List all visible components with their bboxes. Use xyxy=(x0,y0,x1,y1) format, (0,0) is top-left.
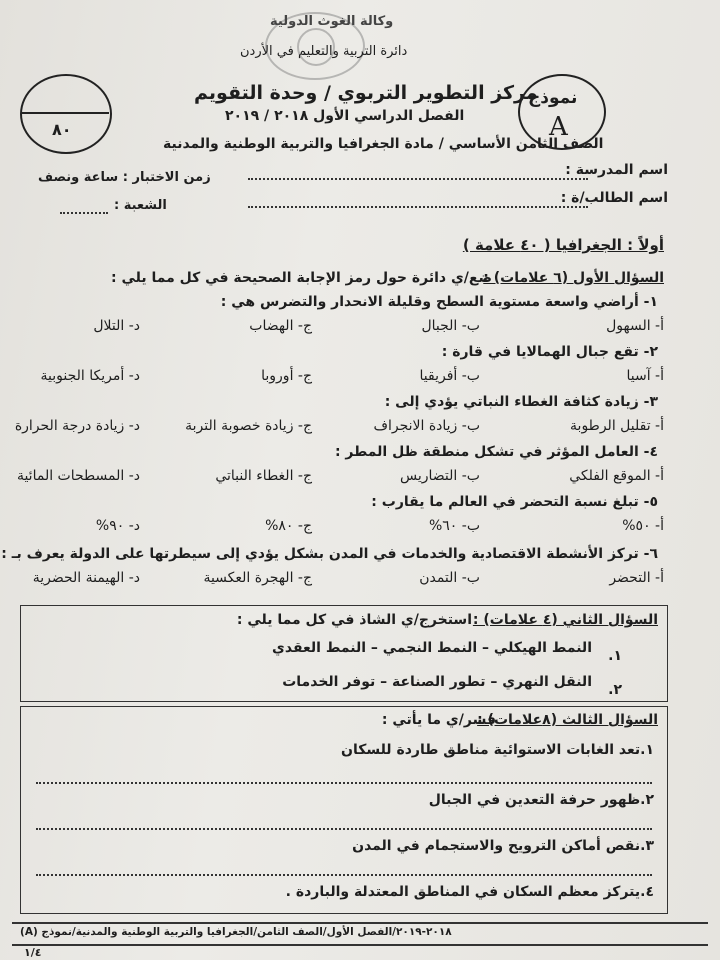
q1-item-1-option-c[interactable]: ج- الهضاب xyxy=(249,318,312,334)
q1-item-2-option-c[interactable]: ج- أوروبا xyxy=(261,368,312,384)
seal-text: وكالة الغوث الدولية xyxy=(270,14,394,29)
q1-item-6-option-a[interactable]: أ- التحضر xyxy=(609,570,664,586)
section-field[interactable] xyxy=(60,212,108,214)
q1-item-1-stem: ١- أراضي واسعة مستوية السطح وقليلة الانحدار والتضرس هي : xyxy=(220,294,658,310)
q1-item-2-options xyxy=(0,368,720,392)
q1-item-5-option-b[interactable]: ب- ٦٠% xyxy=(428,518,480,534)
q1-item-2-option-a[interactable]: أ- آسيا xyxy=(626,368,664,384)
q3-item-2: ٢.ظهور حرفة التعدين في الجبال xyxy=(428,792,654,808)
school-field[interactable] xyxy=(248,178,588,180)
school-label: اسم المدرسة : xyxy=(565,162,668,178)
q1-item-2-option-d[interactable]: د- أمريكا الجنوبية xyxy=(40,368,140,384)
q1-item-6-stem: ٦- تركز الأنشطة الاقتصادية والخدمات في المدن بشكل يؤدي إلى سيطرتها على الدولة يعرف بـ : xyxy=(1,546,658,562)
q1-item-4-stem: ٤- العامل المؤثر في تشكل منطقة ظل المطر : xyxy=(334,444,658,460)
q3-answer-1[interactable] xyxy=(36,782,652,784)
q2-label: السؤال الثاني (٤ علامات) : xyxy=(472,612,658,628)
q2-item-1: النمط الهيكلي – النمط النجمي – النمط العقدي xyxy=(272,640,592,656)
exam-time: زمن الاختبار : ساعة ونصف xyxy=(38,170,211,185)
q2-item-2: النقل النهري – تطور الصناعة – توفر الخدمات xyxy=(282,674,592,690)
q1-item-5-options xyxy=(0,518,720,542)
q1-item-5-stem: ٥- تبلغ نسبة التحضر في العالم ما يقارب : xyxy=(371,494,658,510)
q1-item-3-option-b[interactable]: ب- زيادة الانجراف xyxy=(373,418,480,434)
q1-item-2-stem: ٢- تقع جبال الهمالايا في قارة : xyxy=(441,344,658,360)
q2-instruction: استخرج/ي الشاذ في كل مما يلي : xyxy=(236,612,472,628)
q1-item-6-option-c[interactable]: ج- الهجرة العكسية xyxy=(203,570,312,586)
q1-item-4-option-a[interactable]: أ- الموقع الفلكي xyxy=(569,468,664,484)
q1-item-3-option-d[interactable]: د- زيادة درجة الحرارة xyxy=(14,418,140,434)
model-label: نموذج xyxy=(528,88,578,108)
q3-label: السؤال الثالث (٨علامات) : xyxy=(477,712,658,728)
q2-item-2-num: ٢. xyxy=(608,682,622,698)
q1-item-2-option-b[interactable]: ب- أفريقيا xyxy=(419,368,480,384)
score-circle xyxy=(20,74,112,154)
score-divider xyxy=(21,112,109,114)
subject-line: الصف الثامن الأساسي / مادة الجغرافيا والتربية الوطنية والمدنية xyxy=(163,136,604,152)
department: دائرة التربية والتعليم في الأردن xyxy=(240,44,408,59)
footer-text: ٢٠١٨-٢٠١٩/الفصل الأول/الصف الثامن/الجغرافيا والتربية الوطنية والمدنية/نموذج (A) xyxy=(20,926,452,938)
student-field[interactable] xyxy=(248,206,588,208)
section-label: الشعبة : xyxy=(114,198,167,213)
q1-item-4-options xyxy=(0,468,720,492)
q3-instruction: فسر/ي ما يأتي : xyxy=(381,712,496,728)
q1-item-1-options xyxy=(0,318,720,342)
q1-item-3-option-c[interactable]: ج- زيادة خصوبة التربة xyxy=(185,418,312,434)
q1-item-1-option-b[interactable]: ب- الجبال xyxy=(421,318,480,334)
q1-item-1-option-a[interactable]: أ- السهول xyxy=(606,318,664,334)
q1-item-6-options xyxy=(0,570,720,594)
q1-item-6-option-d[interactable]: د- الهيمنة الحضرية xyxy=(32,570,140,586)
q1-item-4-option-c[interactable]: ج- الغطاء النباتي xyxy=(215,468,312,484)
q1-item-4-option-b[interactable]: ب- التضاريس xyxy=(400,468,480,484)
q1-item-1-option-d[interactable]: د- التلال xyxy=(93,318,140,334)
footer-rule-bottom xyxy=(12,944,708,946)
q3-item-1: ١.تعد الغابات الاستوائية مناطق طاردة للسكان xyxy=(341,742,654,758)
q1-item-3-option-a[interactable]: أ- تقليل الرطوبة xyxy=(570,418,664,434)
q1-item-3-options xyxy=(0,418,720,442)
q1-item-5-option-c[interactable]: ج- ٨٠% xyxy=(265,518,312,534)
q1-item-4-option-d[interactable]: د- المسطحات المائية xyxy=(16,468,140,484)
part-title: أولاً : الجغرافيا ( ٤٠ علامة ) xyxy=(462,236,664,254)
q3-item-4: ٤.يتركز معظم السكان في المناطق المعتدلة والباردة . xyxy=(285,884,654,900)
center-title: مركز التطوير التربوي / وحدة التقويم xyxy=(194,82,538,104)
q1-item-6-option-b[interactable]: ب- التمدن xyxy=(419,570,480,586)
q3-answer-2[interactable] xyxy=(36,828,652,830)
max-score: ٨٠ xyxy=(52,120,72,139)
page-number: ١/٤ xyxy=(24,946,42,959)
q3-box xyxy=(20,706,668,914)
q1-label: السؤال الأول (٦ علامات) : xyxy=(483,270,664,286)
q1-item-3-stem: ٣- زيادة كثافة الغطاء النباتي يؤدي إلى : xyxy=(384,394,658,410)
q3-answer-3[interactable] xyxy=(36,874,652,876)
q1-item-5-option-a[interactable]: أ- ٥٠% xyxy=(622,518,664,534)
q2-item-1-num: ١. xyxy=(608,648,622,664)
footer-rule xyxy=(12,922,708,924)
semester: الفصل الدراسي الأول ٢٠١٨ / ٢٠١٩ xyxy=(225,108,465,124)
q3-item-3: ٣.نقص أماكن الترويح والاستجمام في المدن xyxy=(352,838,654,854)
student-label: اسم الطالب/ة : xyxy=(560,190,668,206)
model-letter: A xyxy=(549,112,568,142)
q1-instruction: ضع/ي دائرة حول رمز الإجابة الصحيحة في كل مما يلي : xyxy=(110,270,492,286)
q1-item-5-option-d[interactable]: د- ٩٠% xyxy=(95,518,140,534)
